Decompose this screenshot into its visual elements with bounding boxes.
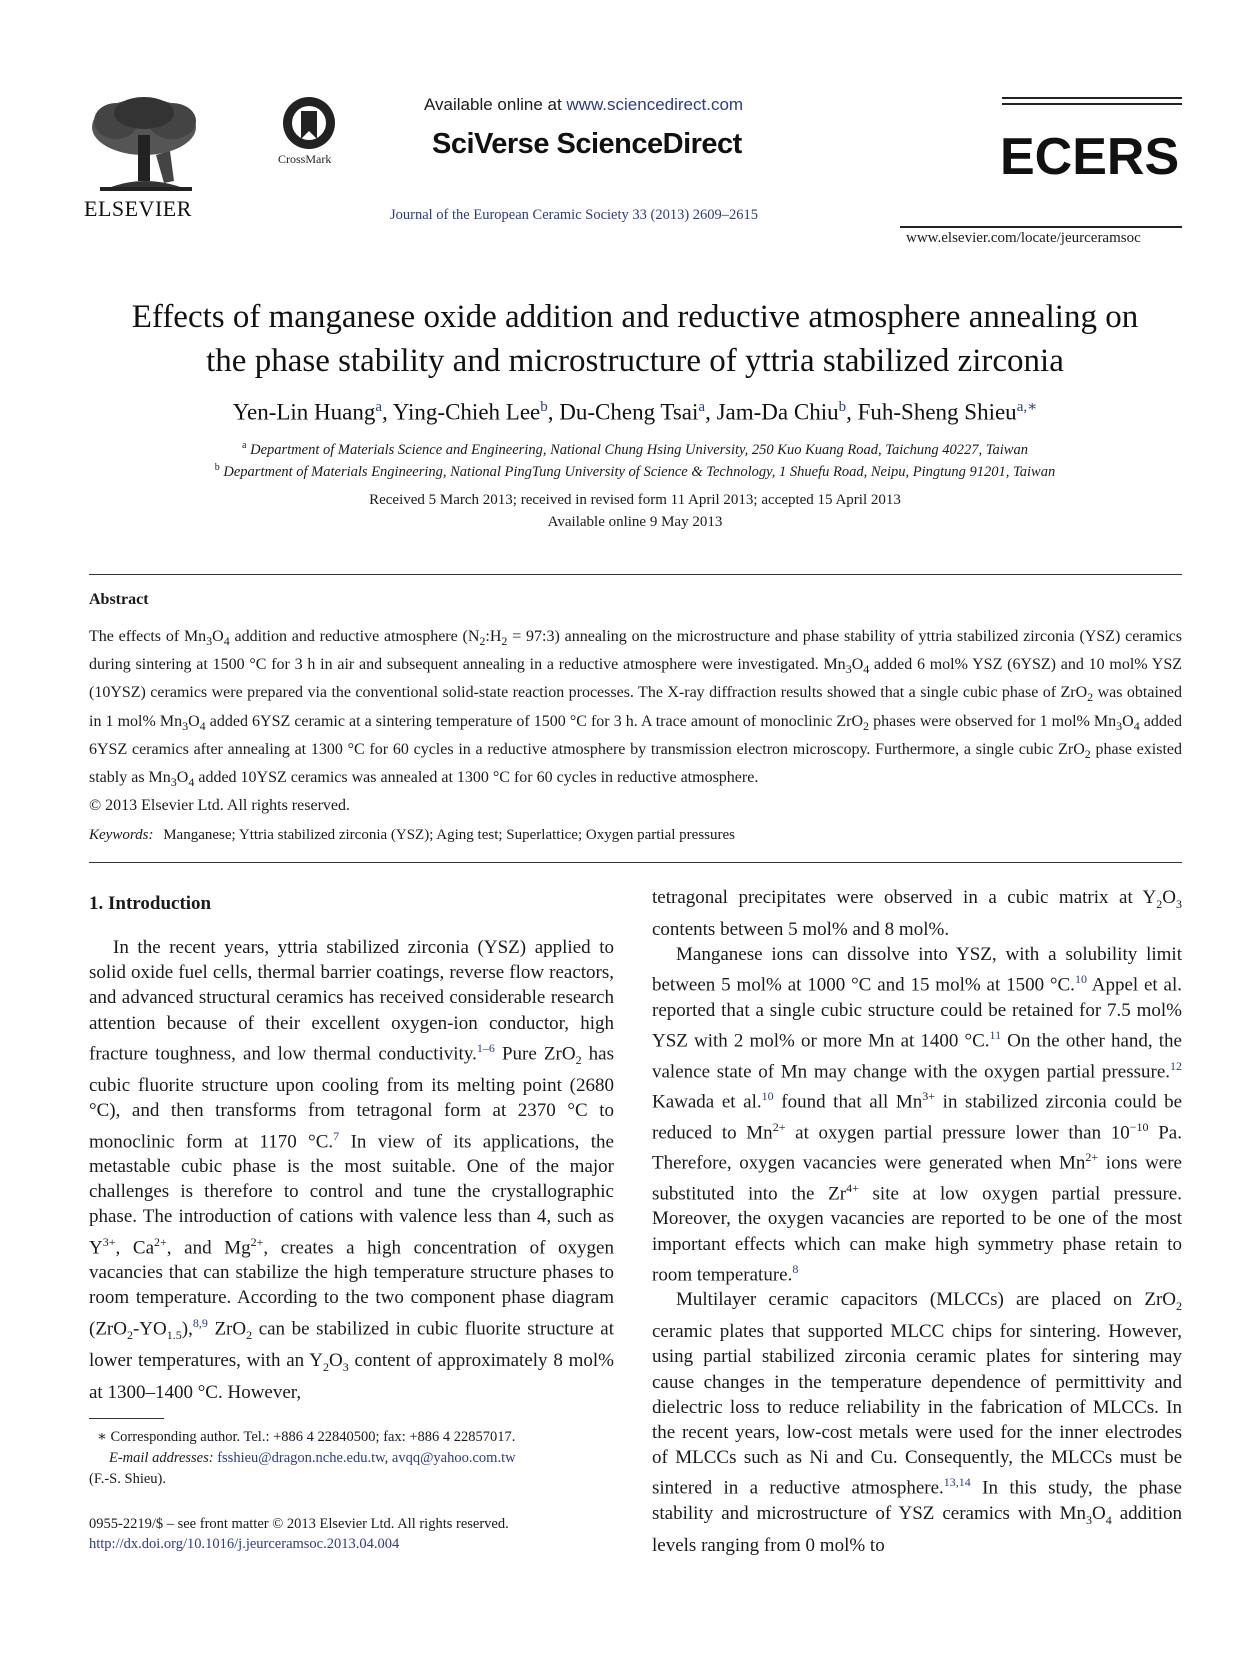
received-dates: Received 5 March 2013; received in revised form 11 April 2013; accepted 15 April 2013 xyxy=(369,492,901,508)
citation-link[interactable]: 11 xyxy=(989,1028,1002,1043)
divider xyxy=(89,574,1182,575)
keywords-list: Manganese; Yttria stabilized zirconia (YSZ); Aging test; Superlattice; Oxygen partial pressures xyxy=(163,827,735,843)
journal-reference-link[interactable]: Journal of the European Ceramic Society 33 (2013) 2609–2615 xyxy=(390,207,759,223)
journal-logo-rules xyxy=(1002,97,1182,109)
affiliation-a xyxy=(60,440,1210,459)
title-line-1: Effects of manganese oxide addition and reductive atmosphere annealing on xyxy=(131,299,1139,335)
author-affil-link[interactable]: a xyxy=(375,399,383,415)
author: Fuh-Sheng Shieu xyxy=(857,399,1017,425)
citation-link[interactable]: 8 xyxy=(792,1261,799,1276)
citation-link[interactable]: 10 xyxy=(1074,972,1087,987)
ecers-logo-text: ECERS xyxy=(1000,128,1180,182)
ecers-journal-logo xyxy=(1000,128,1182,182)
keywords-label: Keywords: xyxy=(89,827,154,843)
abstract-body xyxy=(89,625,1182,817)
author: Ying-Chieh Lee xyxy=(392,399,541,425)
affiliation-b xyxy=(60,462,1210,481)
author: Yen-Lin Huang xyxy=(232,399,376,425)
affiliation-text: Department of Materials Science and Engineering, National Chung Hsing University, 250 Kuo Kuang Road, Taichung 40227, Taiwan xyxy=(250,441,1028,458)
available-online xyxy=(424,95,743,115)
corresponding-author-footnote xyxy=(89,1427,619,1490)
available-online-date: Available online 9 May 2013 xyxy=(547,514,723,530)
sciencedirect-link[interactable]: www.sciencedirect.com xyxy=(566,95,744,114)
journal-site-url[interactable]: www.elsevier.com/locate/jeurceramsoc xyxy=(906,230,1141,246)
corresponding-author-contact: Corresponding author. Tel.: +886 4 22840500; fax: +886 4 22857017. xyxy=(110,1429,516,1445)
email-link-2[interactable]: avqq@yahoo.com.tw xyxy=(391,1450,516,1466)
citation-link[interactable]: 7 xyxy=(333,1128,340,1143)
citation-link[interactable]: 13,14 xyxy=(943,1475,971,1490)
abstract-paragraph: The effects of $Mn_3O_4$ addition and reductive atmosphere ($N_2:H_2$ = 97:3) annealing on the microstructure and phase stability of yttria stabilized zirconia (YSZ) ceramics during sintering at 1500 °C for 3 h in air and subsequent annealing in a reductive atmosphere were investigated. $Mn_3O_4$ added 6 mol% YSZ (6YSZ) and 10 mol% YSZ (10YSZ) ceramics were prepared via the conventional solid-state reaction processes. The X-ray diffraction results showed that a single cubic phase of ZrO$_2$ was obtained in 1 mol% $Mn_3O_4$ added 6YSZ ceramic at a sintering temperature of 1500 °C for 3 h. A trace amount of monoclinic ZrO$_2$ phases were observed for 1 mol% $Mn_3O_4$ added 6YSZ ceramics after annealing at 1300 °C for 60 cycles in a reductive atmosphere by transmission electron microscopy. Furthermore, a single cubic ZrO$_2$ phase existed stably as $Mn_3O_4$ added 10YSZ ceramics was annealed at 1300 °C for 60 cycles in reductive atmosphere. xyxy=(89,628,1183,790)
author-affil-link[interactable]: a,∗ xyxy=(1016,399,1038,415)
email-link-1[interactable]: fsshieu@dragon.nche.edu.tw xyxy=(217,1450,385,1466)
author-list: Yen-Lin Huang$^a$, Ying-Chieh Lee$^b$, Du-Cheng Tsai$^a$, Jam-Da Chiu$^b$, Fuh-Sheng Shieu$^{a,∗}$ xyxy=(232,399,1038,425)
footnote-marker: ∗ xyxy=(97,1429,107,1445)
intro-paragraph: Manganese ions can dissolve into YSZ, with a solubility limit between 5 mol% at 1000 °C and 15 mol% at 1500 °C.$^{10}$ Appel et al. reported that a single cubic structure could be retained for 7.5 mol% YSZ with 2 mol% or more Mn at 1400 °C.$^{11}$ On the other hand, the valence state of Mn may change with the oxygen partial pressure.$^{12}$ Kawada et al.$^{10}$ found that all $Mn^{3+}$ in stabilized zirconia could be reduced to $Mn^{2+}$ at oxygen partial pressure lower than $10^{-10}$ Pa. Therefore, oxygen vacancies were generated when $Mn^{2+}$ ions were substituted into the $Zr^{4+}$ site at low oxygen partial pressure. Moreover, the oxygen vacancies are reported to be one of the most important effects which can make high symmetry phase retain to room temperature.$^8$ xyxy=(652,944,1183,1286)
title-line-2: the phase stability and microstructure of yttria stabilized zirconia xyxy=(206,343,1064,379)
author-affil-link[interactable]: b xyxy=(540,399,548,415)
body-column-right xyxy=(652,885,1182,1558)
platform-name: SciVerse ScienceDirect xyxy=(432,128,742,160)
keywords xyxy=(89,827,1182,844)
crossmark-label: CrossMark xyxy=(278,152,332,166)
available-prefix: Available online at xyxy=(424,95,567,114)
email-label: E-mail addresses: xyxy=(109,1450,214,1466)
abstract-copyright: © 2013 Elsevier Ltd. All rights reserved. xyxy=(89,797,350,815)
elsevier-tree-logo xyxy=(86,95,204,195)
body-column-left xyxy=(89,935,614,1405)
article-title xyxy=(60,295,1210,383)
intro-paragraph: tetragonal precipitates were observed in a cubic matrix at $Y_2O_3$ contents between 5 mol% and 8 mol%. xyxy=(652,887,1182,940)
issn-line: 0955-2219/$ – see front matter © 2013 Elsevier Ltd. All rights reserved. xyxy=(89,1516,509,1532)
section-heading-introduction: 1. Introduction xyxy=(89,893,212,914)
author: Jam-Da Chiu xyxy=(716,399,839,425)
email-separator: , xyxy=(384,1450,392,1466)
footnote-line xyxy=(89,1427,619,1448)
header-rule xyxy=(900,226,1182,228)
doi-link[interactable]: http://dx.doi.org/10.1016/j.jeurceramsoc.2013.04.004 xyxy=(89,1536,400,1552)
affiliation-text: Department of Materials Engineering, National PingTung University of Science & Technology, 1 Shuefu Road, Neipu, Pingtung 91201, Taiwan xyxy=(223,463,1056,480)
footnote-name: (F.-S. Shieu). xyxy=(89,1471,166,1487)
crossmark-icon[interactable] xyxy=(281,95,337,151)
front-matter xyxy=(89,1514,689,1554)
author-affil-link[interactable]: a xyxy=(698,399,706,415)
footnote-rule xyxy=(89,1418,164,1419)
affiliation-marker: b xyxy=(214,462,220,473)
citation-link[interactable]: 1–6 xyxy=(476,1040,495,1055)
affiliation-marker: a xyxy=(242,440,247,451)
author: Du-Cheng Tsai xyxy=(559,399,699,425)
abstract-heading: Abstract xyxy=(89,591,149,608)
intro-paragraph: In the recent years, yttria stabilized zirconia (YSZ) applied to solid oxide fuel cells, thermal barrier coatings, reverse flow reactors, and advanced structural ceramics has received considerable research attention because of their excellent oxygen-ion conductor, high fracture toughness, and low thermal conductivity.$^{1-6}$ Pure ZrO$_2$ has cubic fluorite structure upon cooling from its melting point (2680 °C), and then transforms from tetragonal form at 2370 °C to monoclinic form at 1170 °C.$^7$ In view of its applications, the metastable cubic phase is the most suitable. One of the major challenges is therefore to control and tune the crystallographic phase. The introduction of cations with valence less than 4, such as $Y^{3+}$, $Ca^{2+}$, and $Mg^{2+}$, creates a high concentration of oxygen vacancies that can stabilize the high temperature structure phases to room temperature. According to the two component phase diagram $(ZrO_2-YO_{1.5}),^{8,9}$ ZrO$_2$ can be stabilized in cubic fluorite structure at lower temperatures, with an $Y_2O_3$ content of approximately 8 mol% at 1300–1400 °C. However, xyxy=(89,937,615,1403)
citation-link[interactable]: 8,9 xyxy=(192,1315,208,1330)
publisher-name: ELSEVIER xyxy=(84,196,192,221)
footnote-line xyxy=(89,1448,619,1469)
citation-link[interactable]: 12 xyxy=(1170,1058,1182,1073)
intro-paragraph: Multilayer ceramic capacitors (MLCCs) are placed on ZrO$_2$ ceramic plates that supported MLCC chips for sintering. However, using partial stabilized zirconia ceramic plates for sintering may cause changes in the temperature dependence of permittivity and dielectric loss to reduce reliability in the fabrication of MLCCs. In the recent years, low-cost metals were used for the inner electrodes of MLCCs such as Ni and Cu. Consequently, the MLCCs must be sintered in a reductive atmosphere.$^{13,14}$ In this study, the phase stability and microstructure of YSZ ceramics with $Mn_3O_4$ addition levels ranging from 0 mol% to xyxy=(652,1289,1182,1557)
divider xyxy=(89,862,1182,863)
author-affil-link[interactable]: b xyxy=(838,399,847,415)
citation-link[interactable]: 10 xyxy=(761,1089,774,1104)
